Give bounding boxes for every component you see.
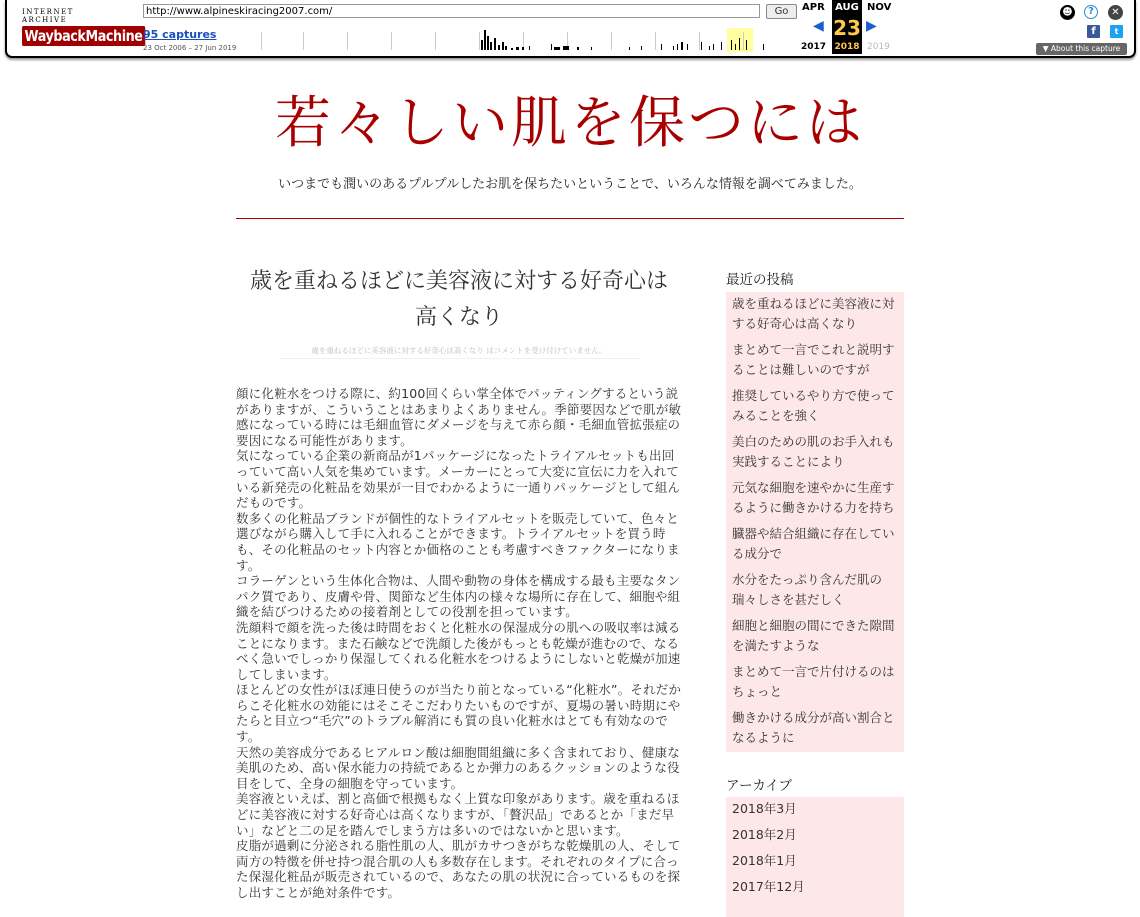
recent-post-link[interactable]: 元気な細胞を速やかに生産するように働きかける力を持ち: [732, 480, 895, 515]
prev-capture-arrow-icon[interactable]: ◀: [813, 18, 824, 34]
recent-posts-heading: 最近の投稿: [726, 272, 794, 288]
paragraph: 数多くの化粧品ブランドが個性的なトライアルセットを販売していて、色々と選びながら購入して手に入れることができます。トライアルセットを買う時も、その化粧品のセット内容とか価格のことも考慮すべきファクターになります。: [236, 510, 680, 573]
month-prev[interactable]: APR: [802, 2, 825, 13]
recent-post-link[interactable]: 臓器や結合組織に存在している成分で: [732, 526, 895, 561]
wayback-toolbar: [0, 0, 1140, 62]
recent-post-link[interactable]: 美白のための肌のお手入れも実践することにより: [732, 434, 895, 469]
month-current: AUG: [832, 0, 862, 16]
help-icon[interactable]: ?: [1084, 5, 1098, 19]
post-meta: 歳を重ねるほどに美容液に対する好奇心は高くなり はコメントを受け付けていません。: [311, 346, 607, 355]
post-body: [236, 386, 682, 901]
recent-post-link[interactable]: まとめて一言でこれと説明することは難しいのですが: [732, 342, 895, 377]
wayback-logo-main: WaybackMachine: [22, 26, 145, 46]
paragraph: 顔に化粧水をつける際に、約100回くらい掌全体でパッティングするという説がありますが、こういうことはあまりよくありません。季節要因などで肌が敏感になっている時には毛細血管にダメージを与えて赤ら顔・毛細血管拡張症の要因になる可能性があります。: [236, 386, 682, 448]
about-capture-button[interactable]: ▼ About this capture: [1036, 43, 1127, 55]
paragraph: コラーゲンという生体化合物は、人間や動物の身体を構成する最も主要なタンパク質であり、皮膚や骨、関節など生体内の様々な場所に存在して、細胞や組織を結びつけるための接着剤としての役割を担っています。: [236, 573, 681, 620]
user-icon[interactable]: ☻: [1060, 5, 1075, 20]
recent-post-link[interactable]: 推奨しているやり方で使ってみることを強く: [732, 388, 895, 423]
site-description: いつまでも潤いのあるプルプルしたお肌を保ちたいということで、いろんな情報を調べてみました。: [278, 177, 862, 192]
recent-post-link[interactable]: 働きかける成分が高い割合となるように: [732, 710, 895, 745]
wayback-logo[interactable]: [22, 8, 143, 45]
archive-link[interactable]: 2018年1月: [732, 853, 797, 868]
post-title[interactable]: 歳を重ねるほどに美容液に対する好奇心は高くなり: [249, 269, 668, 330]
close-icon[interactable]: ✕: [1108, 5, 1123, 20]
twitter-icon[interactable]: t: [1110, 25, 1123, 38]
recent-post-link[interactable]: 細胞と細胞の間にできた隙間を満たすような: [732, 618, 895, 653]
paragraph: 美容液といえば、割と高価で根拠もなく上質な印象があります。歳を重ねるほどに美容液に対する好奇心は高くなりますが、「贅沢品」であるとか「まだ早い」などと二の足を踏んでしまう方は多いのではないかと思います。: [236, 791, 680, 838]
capture-sparkline[interactable]: [241, 22, 769, 52]
next-capture-arrow-icon[interactable]: ▶: [866, 18, 877, 34]
month-next[interactable]: NOV: [867, 2, 892, 13]
capture-range: 23 Oct 2006 – 27 Jun 2019: [143, 44, 237, 52]
header-divider: [236, 218, 904, 219]
paragraph: 気になっている企業の新商品が1パッケージになったトライアルセットも出回っていて高い人気を集めています。メーカーにとって大変に宣伝に力を入れている新発売の化粧品を効果が一目でわかるように一通りパッケージとして組んだものです。: [236, 448, 681, 511]
year-current: 2018: [832, 40, 862, 54]
paragraph: 天然の美容成分であるヒアルロン酸は細胞間組織に多く含まれており、健康な美肌のため、高い保水能力の持続であるとか弾力のあるクッションのような役目をして、全身の細胞を守っています。: [236, 744, 681, 791]
go-button[interactable]: Go: [766, 4, 797, 19]
wayback-logo-top: INTERNET ARCHIVE: [22, 8, 74, 24]
facebook-icon[interactable]: f: [1087, 25, 1100, 38]
captures-link[interactable]: 95 captures: [143, 28, 217, 41]
recent-posts-list: [726, 292, 904, 752]
meta-divider: [280, 358, 640, 359]
recent-post-link[interactable]: まとめて一言で片付けるのはちょっと: [732, 664, 895, 699]
archive-link[interactable]: 2018年2月: [732, 827, 797, 842]
recent-post-link[interactable]: 歳を重ねるほどに美容液に対する好奇心は高くなり: [732, 296, 895, 331]
paragraph: 洗顔料で顔を洗った後は時間をおくと化粧水の保湿成分の肌への吸収率は減ることになります。また石鹸などで洗顔した後がもっとも乾燥が進むので、なるべく急いでしっかり保湿してくれる化粧水をつけるようにしないと乾燥が加速してしまいます。: [236, 619, 681, 682]
url-input[interactable]: http://www.alpineskiracing2007.com/: [143, 4, 760, 18]
capture-day: 23: [833, 16, 861, 40]
year-next: 2019: [867, 42, 890, 52]
archive-link[interactable]: 2018年3月: [732, 801, 797, 816]
archive-link[interactable]: 2017年12月: [732, 879, 805, 894]
archive-list: [726, 797, 904, 917]
site-title[interactable]: 若々しい肌を保つには: [275, 91, 865, 156]
recent-post-link[interactable]: 水分をたっぷり含んだ肌の瑞々しさを甚だしく: [732, 572, 883, 607]
paragraph: ほとんどの女性がほぼ連日使うのが当たり前となっている“化粧水”。それだからこそ化粧水の効能にはそこそこだわりたいものですが、夏場の暑い時期にやたらと目立つ“毛穴”のトラブル解消にも質の良い化粧水はとても有効なのです。: [236, 682, 682, 745]
paragraph: 皮脂が過剰に分泌される脂性肌の人、肌がカサつきがちな乾燥肌の人、そして両方の特徴を併せ持つ混合肌の人も多数存在します。それぞれのタイプに合った保湿化粧品が販売されているので、あなたの肌の状況に合っているものを探し出すことが絶対条件です。: [236, 838, 681, 900]
archive-heading: アーカイブ: [726, 778, 793, 794]
year-prev[interactable]: 2017: [801, 42, 827, 52]
